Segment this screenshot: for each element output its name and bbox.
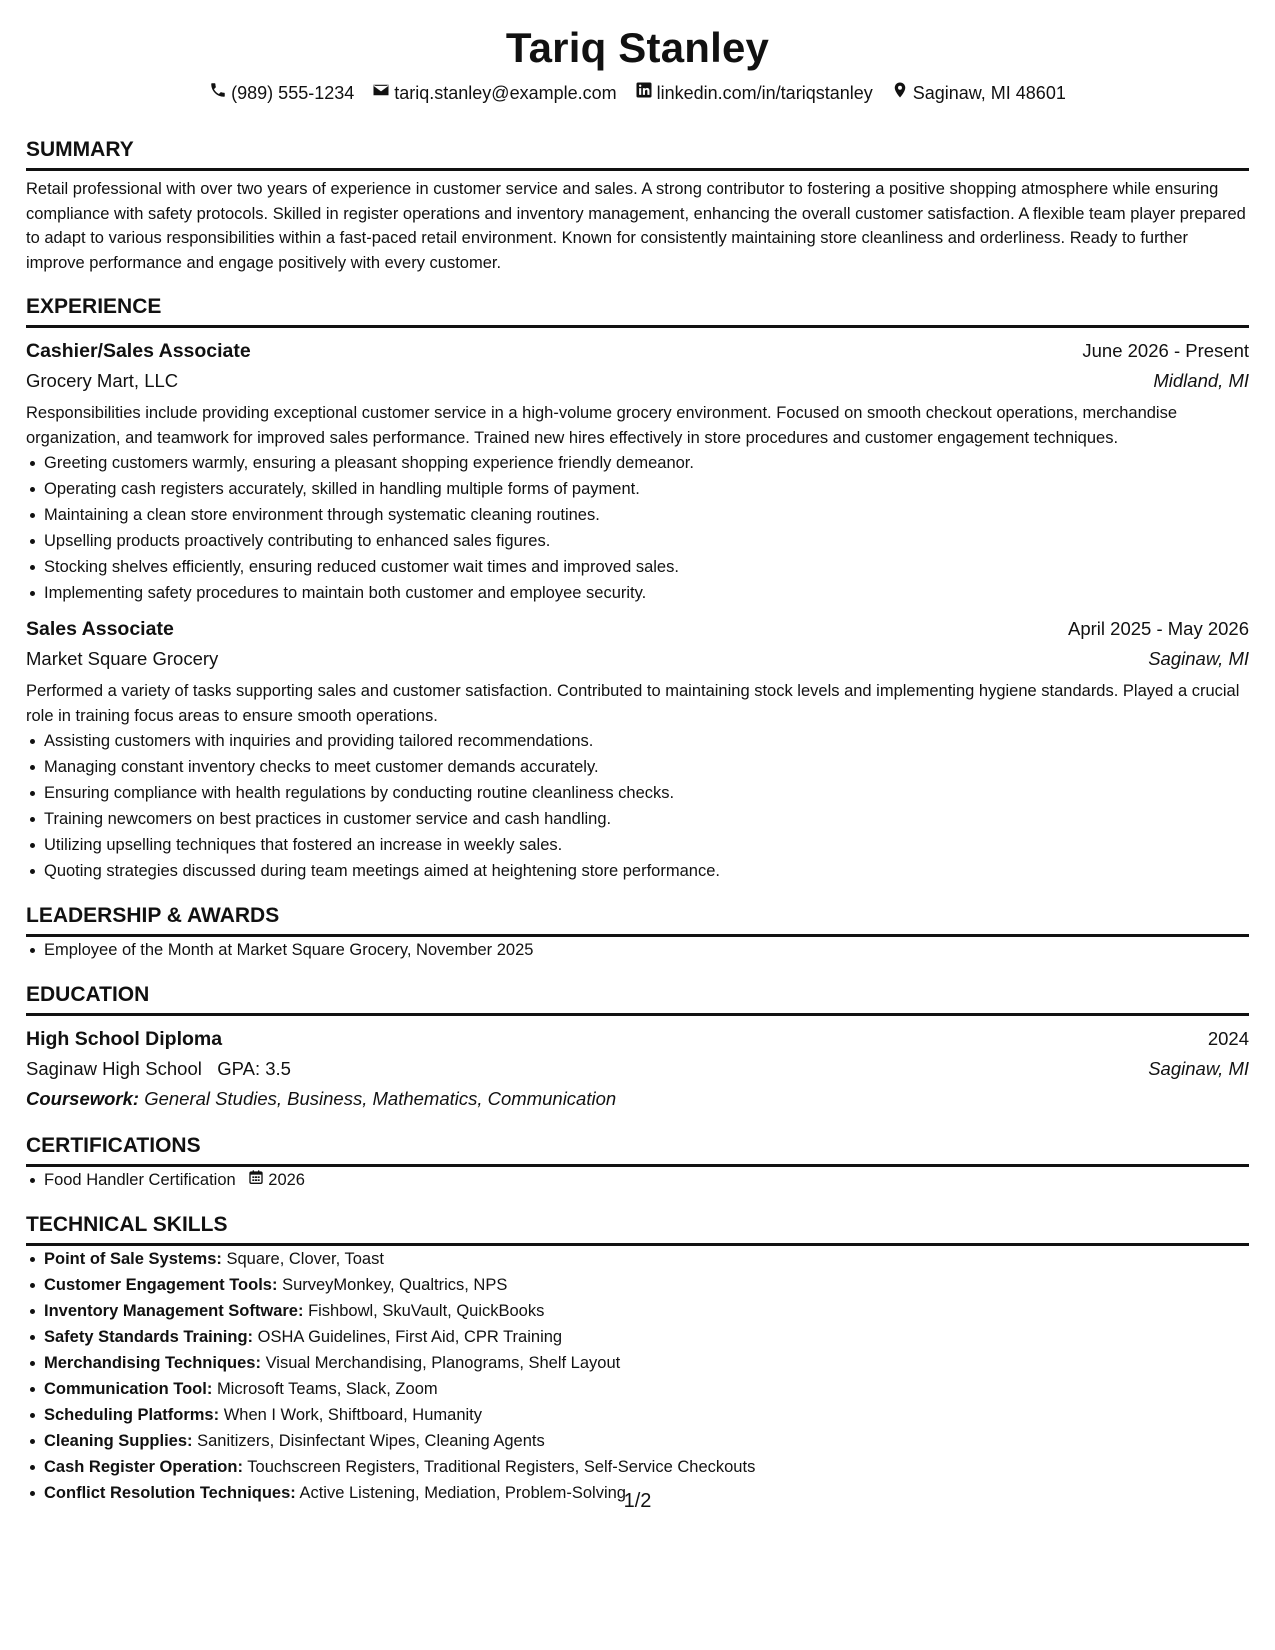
contact-bar — [26, 80, 1249, 106]
job-description: Performed a variety of tasks supporting sales and customer satisfaction. Contributed to maintaining stock levels and implementing hygiene standards. Played a crucial role in training focus areas to ensure smooth operations. — [26, 682, 1240, 725]
certifications-heading: CERTIFICATIONS — [26, 1132, 1249, 1167]
cert-name: Food Handler Certification — [44, 1171, 236, 1190]
summary-text: Retail professional with over two years of experience in customer service and sales. A strong contributor to fostering a positive shopping atmosphere while ensuring compliance with safety protocols. Skilled in register operations and inventory management, enhancing the overall customer satisfaction. A flexible team player prepared to adapt to various responsibilities within a fast-paced retail environment. Known for consistently maintaining store cleanliness and orderliness. Ready to further improve performance and engage positively with every customer. — [26, 180, 1246, 272]
candidate-name: Tariq Stanley — [505, 24, 770, 71]
skill-values: When I Work, Shiftboard, Humanity — [223, 1406, 482, 1425]
skill-category: Cash Register Operation: — [44, 1458, 243, 1477]
contact-linkedin[interactable] — [635, 80, 873, 106]
skill-values: SurveyMonkey, Qualtrics, NPS — [282, 1276, 508, 1295]
job-entry — [26, 614, 1249, 884]
list-item — [44, 1324, 1249, 1350]
list-item: Utilizing upselling techniques that fostered an increase in weekly sales. — [44, 832, 1249, 858]
list-item: Upselling products proactively contributing to enhanced sales figures. — [44, 528, 1249, 554]
coursework-text: General Studies, Business, Mathematics, Communication — [144, 1088, 617, 1110]
phone-text: (989) 555-1234 — [231, 83, 355, 103]
job-bullets — [26, 450, 1249, 606]
list-item: Managing constant inventory checks to meet customer demands accurately. — [44, 754, 1249, 780]
school-info — [26, 1054, 291, 1084]
list-item: Training newcomers on best practices in customer service and cash handling. — [44, 806, 1249, 832]
job-bullets — [26, 728, 1249, 884]
skill-values: Sanitizers, Disinfectant Wipes, Cleaning Agents — [197, 1432, 545, 1451]
list-item — [44, 1402, 1249, 1428]
job-location: Saginaw, MI — [1148, 648, 1249, 670]
job-dates: April 2025 - May 2026 — [1068, 618, 1249, 640]
cert-date — [248, 1167, 305, 1193]
skill-values: Touchscreen Registers, Traditional Registers, Self-Service Checkouts — [247, 1458, 756, 1477]
coursework — [26, 1084, 1249, 1114]
list-item — [44, 1454, 1249, 1480]
certifications-list — [26, 1167, 1249, 1193]
email-link[interactable]: tariq.stanley@example.com — [394, 83, 617, 103]
resume-page — [26, 0, 1249, 1506]
phone-icon — [209, 80, 227, 106]
contact-phone — [209, 80, 354, 106]
list-item — [44, 1167, 1249, 1193]
list-item: Greeting customers warmly, ensuring a pleasant shopping experience friendly demeanor. — [44, 450, 1249, 476]
degree-name: High School Diploma — [26, 1028, 223, 1051]
map-pin-icon — [891, 80, 909, 106]
list-item — [44, 1376, 1249, 1402]
skill-category: Conflict Resolution Techniques: — [44, 1484, 296, 1503]
cert-year: 2026 — [268, 1171, 305, 1190]
gpa: GPA: 3.5 — [217, 1058, 291, 1080]
skills-heading: TECHNICAL SKILLS — [26, 1211, 1249, 1246]
skill-category: Communication Tool: — [44, 1380, 213, 1399]
skill-category: Point of Sale Systems: — [44, 1250, 222, 1269]
summary-heading: SUMMARY — [26, 136, 1249, 171]
skill-category: Safety Standards Training: — [44, 1328, 254, 1347]
skill-category: Merchandising Techniques: — [44, 1354, 261, 1373]
job-location: Midland, MI — [1153, 370, 1249, 392]
list-item: Ensuring compliance with health regulations by conducting routine cleanliness checks. — [44, 780, 1249, 806]
linkedin-link[interactable]: linkedin.com/in/tariqstanley — [656, 83, 873, 103]
education-entry — [26, 1024, 1249, 1114]
school-location: Saginaw, MI — [1148, 1058, 1249, 1080]
job-title: Sales Associate — [26, 618, 174, 641]
list-item: Quoting strategies discussed during team meetings aimed at heightening store performance. — [44, 858, 1249, 884]
graduation-year: 2024 — [1207, 1028, 1249, 1050]
company-name: Grocery Mart, LLC — [26, 370, 179, 392]
linkedin-icon — [635, 80, 653, 106]
calendar-icon — [248, 1167, 264, 1193]
list-item — [44, 1428, 1249, 1454]
skill-values: OSHA Guidelines, First Aid, CPR Training — [257, 1328, 563, 1347]
skill-category: Scheduling Platforms: — [44, 1406, 220, 1425]
envelope-icon — [372, 80, 390, 106]
skill-category: Cleaning Supplies: — [44, 1432, 193, 1451]
leadership-heading: LEADERSHIP & AWARDS — [26, 902, 1249, 937]
list-item: Stocking shelves efficiently, ensuring reduced customer wait times and improved sales. — [44, 554, 1249, 580]
list-item: Employee of the Month at Market Square Grocery, November 2025 — [44, 937, 1249, 963]
skill-category: Inventory Management Software: — [44, 1302, 304, 1321]
list-item: Maintaining a clean store environment through systematic cleaning routines. — [44, 502, 1249, 528]
job-entry — [26, 336, 1249, 606]
job-dates: June 2026 - Present — [1082, 340, 1249, 362]
skills-list — [26, 1246, 1249, 1506]
location-text: Saginaw, MI 48601 — [912, 83, 1066, 103]
list-item: Implementing safety procedures to maintain both customer and employee security. — [44, 580, 1249, 606]
list-item: Assisting customers with inquiries and providing tailored recommendations. — [44, 728, 1249, 754]
skill-values: Active Listening, Mediation, Problem-Solving — [299, 1484, 626, 1503]
list-item: Operating cash registers accurately, skilled in handling multiple forms of payment. — [44, 476, 1249, 502]
list-item — [44, 1298, 1249, 1324]
skill-values: Square, Clover, Toast — [226, 1250, 384, 1269]
skill-values: Microsoft Teams, Slack, Zoom — [216, 1380, 438, 1399]
list-item — [44, 1350, 1249, 1376]
job-description: Responsibilities include providing exceptional customer service in a high-volume grocery environment. Focused on smooth checkout operations, merchandise organization, and teamwork for improved sales performance. Trained new hires effectively in store procedures and customer engagement techniques. — [26, 404, 1178, 447]
awards-list — [26, 937, 1249, 963]
education-heading: EDUCATION — [26, 981, 1249, 1016]
job-title: Cashier/Sales Associate — [26, 340, 251, 363]
school-name: Saginaw High School — [26, 1058, 202, 1080]
contact-location — [891, 80, 1066, 106]
skill-values: Visual Merchandising, Planograms, Shelf Layout — [265, 1354, 621, 1373]
contact-email[interactable] — [372, 80, 616, 106]
list-item — [44, 1272, 1249, 1298]
skill-values: Fishbowl, SkuVault, QuickBooks — [308, 1302, 545, 1321]
page-number: 1/2 — [623, 1490, 652, 1512]
experience-heading: EXPERIENCE — [26, 293, 1249, 328]
company-name: Market Square Grocery — [26, 648, 219, 670]
list-item — [44, 1246, 1249, 1272]
coursework-label: Coursework: — [26, 1088, 140, 1110]
skill-category: Customer Engagement Tools: — [44, 1276, 278, 1295]
